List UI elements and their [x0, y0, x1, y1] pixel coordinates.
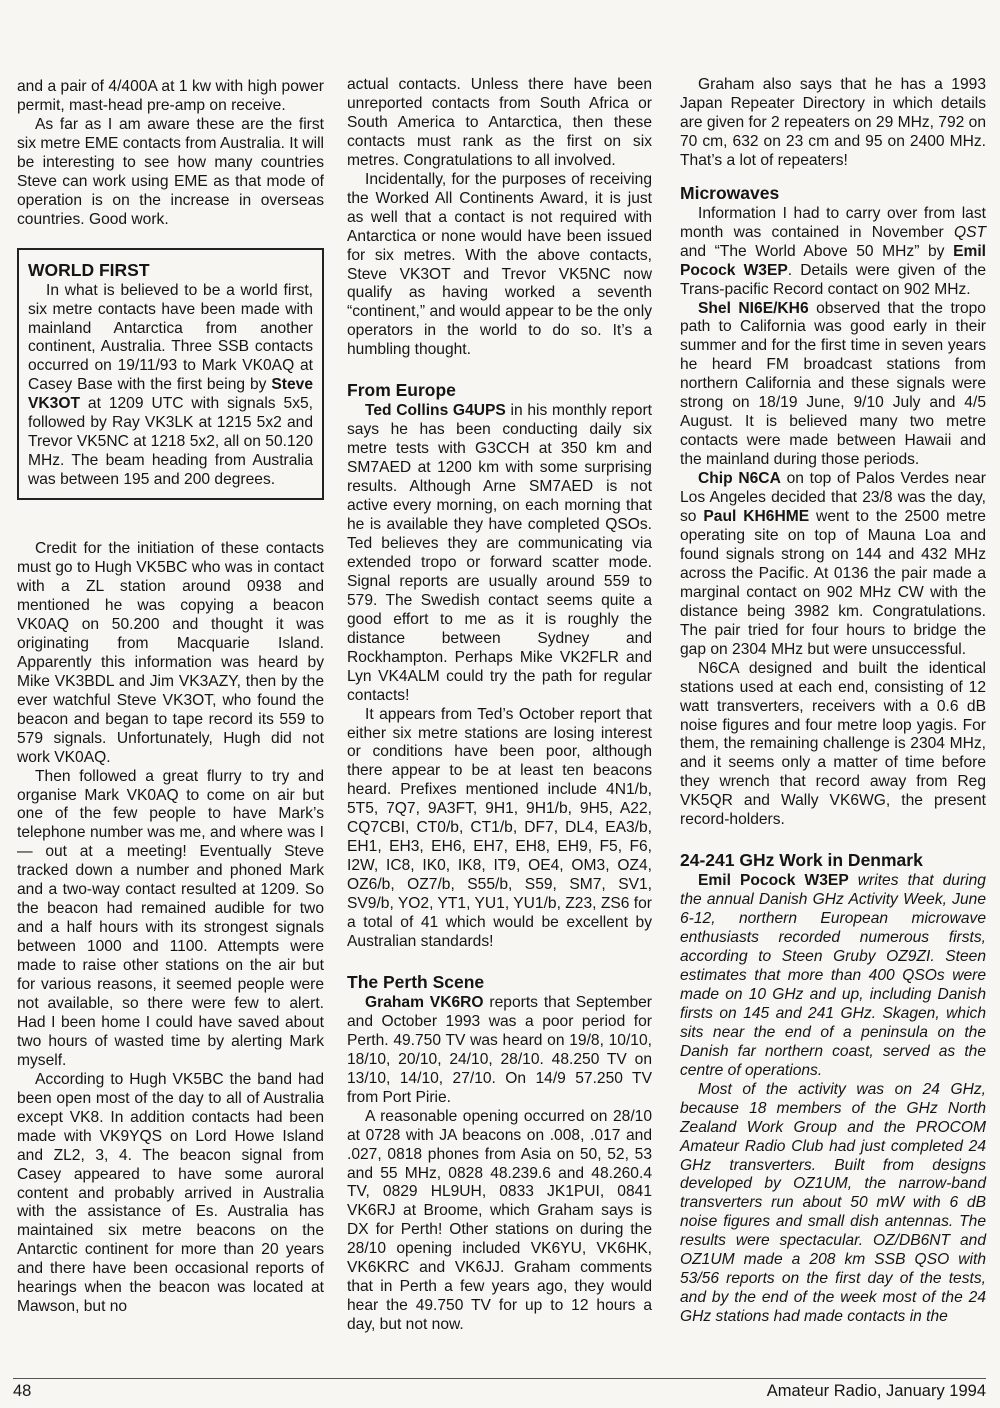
section-heading-from-europe: From Europe: [347, 380, 456, 401]
paragraph: [680, 470, 986, 660]
text-run: In what is believed to be a world first, six metre contacts have been made with mainland Antarctica from another continent, Australia. Three SSB contacts occurred on 19/11/93 to Mark VK0AQ at Casey Base with the first being by: [28, 281, 313, 394]
bold-callsign: Steve VK3OT: [28, 376, 313, 413]
paragraph: It appears from Ted’s October report that either six metre stations are losing interest or conditions have been poor, although there appear to be at least ten beacons heard. Prefixes mentioned include 4N1/b, 5T5, 7Q7, 9A3FT, 9H1, 9H1/b, 9H5, A22, CQ7CBI, CT0/b, CT1/b, DF7, DL4, EA3/b, EH1, EH3, EH6, EH7, EH8, EH9, F5, F6, I2W, IC8, IK0, IK8, IT9, OE4, OM3, OZ4, OZ6/b, OZ7/b, S55/b, S59, SM7, SV1, SV9/b, YO2, YT1, YU1, YU1/b, Z23, ZS6 for a total of 41 which would be excellent by Australian standards!: [347, 705, 652, 950]
text-run: that during the annual Danish GHz Activity Week, June 6-12, northern European microwave enthusiasts recorded numerous firsts, according to Steen Gruby OZ9ZI. Steen estimates that more than 400 QSOs were made on 10 GHz and up, including Danish firsts on 145 and 241 GHz. Skagen, which sits near the end of a peninsula on the Danish far northern coast, served as the centre of operations.: [680, 872, 986, 1079]
paragraph: [347, 994, 652, 1108]
bold-callsign: Shel NI6E/KH6: [698, 299, 809, 317]
box-paragraph: [28, 282, 313, 490]
paragraph: [347, 402, 652, 705]
bold-callsign: Ted Collins G4UPS: [365, 402, 506, 420]
text-run: . Details were given of the Trans-pacific Record contact on 902 MHz.: [680, 261, 987, 298]
text-run: observed that the tropo path to California was good early in their summer and for the first time in seven years he heard FM broadcast stations from northern California and these signals were strong on 18/19 June, 9/10 July and 4/5 August. It is believed many two metre contacts were made between Hawaii and the mainland during those periods.: [680, 299, 986, 469]
section-heading-24-241-ghz-work-in-denmark: 24-241 GHz Work in Denmark: [680, 850, 923, 871]
text-run: on top of Palos Verdes near Los Angeles decided that 23/8 was the day, so: [680, 470, 987, 526]
section-heading-microwaves: Microwaves: [680, 182, 780, 203]
paragraph: Incidentally, for the purposes of receiving the Worked All Continents Award, it is just as well that a contact is not required with Antarctica or none would have been issued for six metres. With the above contacts, Steve VK3OT and Trevor VK5NC now qualify as having worked a seventh “continent,” and would appear to be the only operators in the world to do so. It’s a humbling thought.: [347, 170, 652, 359]
bold-callsign: Graham VK6RO: [365, 993, 484, 1011]
page-number: 48: [13, 1382, 32, 1400]
text-run: writes: [848, 872, 908, 890]
publication-name: Amateur Radio, January 1994: [766, 1382, 986, 1400]
paragraph: A reasonable opening occurred on 28/10 at 0728 with JA beacons on .008, .017 and .027, 0818 phones from Asia on 50, 52, 53 and 55 MHz, 0828 48.239.6 and 48.260.4 TV, 0829 HL9UH, 0833 JK1PUI, 0841 VK6RJ at Broome, which Graham says is DX for Perth! Other stations on during the 28/10 opening included VK6YU, VK6HK, VK6KRC and VK6JJ. Graham comments that in Perth a few years ago, they would hear the 49.750 TV for up to 12 hours a day, but not now.: [347, 1107, 652, 1334]
paragraph: [680, 1081, 986, 1327]
bold-callsign: Emil Pocock W3EP: [698, 872, 849, 890]
box-heading: WORLD FIRST: [28, 259, 150, 280]
footer-rule: [13, 1378, 986, 1379]
paragraph: Graham also says that he has a 1993 Japan Repeater Directory in which details are given for 2 repeaters on 29 MHz, 792 on 70 cm, 632 on 23 cm and 95 on 2400 MHz. That’s a lot of repeaters!: [680, 76, 986, 169]
paragraph: As far as I am aware these are the first six metre EME contacts from Australia. It will be interesting to see how many countries Steve can work using EME as that mode of operation is on the increase in overseas countries. Good work.: [17, 115, 324, 228]
section-heading-the-perth-scene: The Perth Scene: [347, 971, 485, 992]
text-run: Information I had to carry over from last month was contained in November: [680, 204, 986, 241]
column-2: [347, 76, 652, 1335]
paragraph: Then followed a great flurry to try and organise Mark VK0AQ to come on air but one of the few people to have Mark’s telephone number was me, and where was I — out at a meeting! Eventually Steve tracked down a number and phoned Mark and a two-way contact resulted at 1209. So the beacon had remained audible for two and a half hours with its strongest signals between 1000 and 1100. Attempts were made to raise other stations on the air but for various reasons, it seemed people were not available, so there were few to alert. Had I been home I could have saved about two hours of wasted time by alerting Mark myself.: [17, 767, 324, 1069]
text-run: went to the 2500 metre operating site on top of Mauna Loa and found signals strong on 144 and 432 MHz across the Pacific. At 0136 the pair made a marginal contact on 902 MHz CW with the distance being 3982 km. Congratulations. The pair tried for four hours to bridge the gap on 2304 MHz but were unsuccessful.: [680, 508, 986, 658]
text-run: Most of the activity was on 24 GHz, because 18 members of the GHz North Zealand Work Group and the PROCOM Amateur Radio Club had just completed 24 GHz transverters. Built from designs developed by OZ1UM, the narrow-band transverters run about 50 mW with 6 dB noise figures and small dish antennas. The results were spectacular. OZ/DB6NT and OZ1UM made a 208 km SSB QSO with 53/56 reports on the first day of the tests, and by the end of the week most of the 24 GHz stations had made contacts in the: [680, 1080, 986, 1326]
paragraph: and a pair of 4/400A at 1 kw with high power permit, mast-head pre-amp on receive.: [17, 78, 324, 114]
bold-callsign: Paul KH6HME: [703, 508, 810, 526]
text-run: QST: [953, 223, 986, 241]
paragraph: Credit for the initiation of these contacts must go to Hugh VK5BC who was in contact with a ZL station around 0938 and mentioned he was copying a beacon VK0AQ on 50.200 and thought it was originating from Macquarie Island. Apparently this information was heard by Mike VK3BDL and Jim VK3AZY, then by the ever watchful Steve VK3OT, who found the beacon and began to tape record its 559 to 579 signals. Unfortunately, Hugh did not work VK0AQ.: [17, 540, 324, 766]
paragraph: [680, 205, 986, 300]
column-3: [680, 76, 986, 1327]
text-run: in his monthly report says he has been conducting daily six metre tests with G3CCH at 350 km and SM7AED at 1200 km with some surprising results. Although Arne SM7AED is not active every morning, on each morning that he is available they have completed QSOs. Ted believes they are communicating via extended tropo or forward scatter mode. Signal reports are usually around 559 to 579. The Swedish contact seems quite a good effort to me as it is roughly the distance between Sydney and Rockhampton. Perhaps Mike VK2FLR and Lyn VK4ALM could try the path for regular contacts!: [347, 402, 652, 704]
paragraph: actual contacts. Unless there have been unreported contacts from South Africa or South America to Antarctica, then these contacts must rank as the first on six metres. Congratulations to all involved.: [347, 76, 652, 169]
column-1: [17, 78, 324, 1317]
bold-callsign: Emil Pocock W3EP: [680, 242, 986, 279]
paragraph: [680, 872, 986, 1080]
paragraph: According to Hugh VK5BC the band had been open most of the day to all of Australia except VK8. In addition contacts had been made with VK9YQS on Lord Howe Island and ZL2, 3, 4. The beacon signal from Casey appeared to have some auroral content and probably arrived in Australia with the assistance of Es. Australia has maintained six metre beacons on the Antarctic continent for more than 20 years and there have been occasional reports of hearings when the beacon was located at Mawson, but no: [17, 1070, 324, 1316]
paragraph: N6CA designed and built the identical stations used at each end, consisting of 12 watt transverters, receivers with a 0.6 dB noise figures and four metre loop yagis. For them, the remaining challenge is 2304 MHz, and it seems only a matter of time before they wrench that record away from Reg VK5QR and Wally VK6WG, the present record-holders.: [680, 659, 986, 829]
world-first-box: [17, 248, 324, 500]
text-run: at 1209 UTC with signals 5x5, followed by Ray VK3LK at 1215 5x2 and Trevor VK5NC at 1218 5x2, all on 50.120 MHz. The beam heading from Australia was between 195 and 200 degrees.: [28, 395, 313, 489]
text-run: reports that September and October 1993 was a poor period for Perth. 49.750 TV was heard on 19/8, 10/10, 18/10, 20/10, 24/10, 28/10. 48.250 TV on 13/10, 14/10, 27/10. On 14/9 57.250 TV from Port Pirie.: [347, 993, 652, 1106]
text-run: and “The World Above 50 MHz” by: [680, 242, 954, 260]
paragraph: [680, 300, 986, 471]
bold-callsign: Chip N6CA: [698, 470, 781, 488]
